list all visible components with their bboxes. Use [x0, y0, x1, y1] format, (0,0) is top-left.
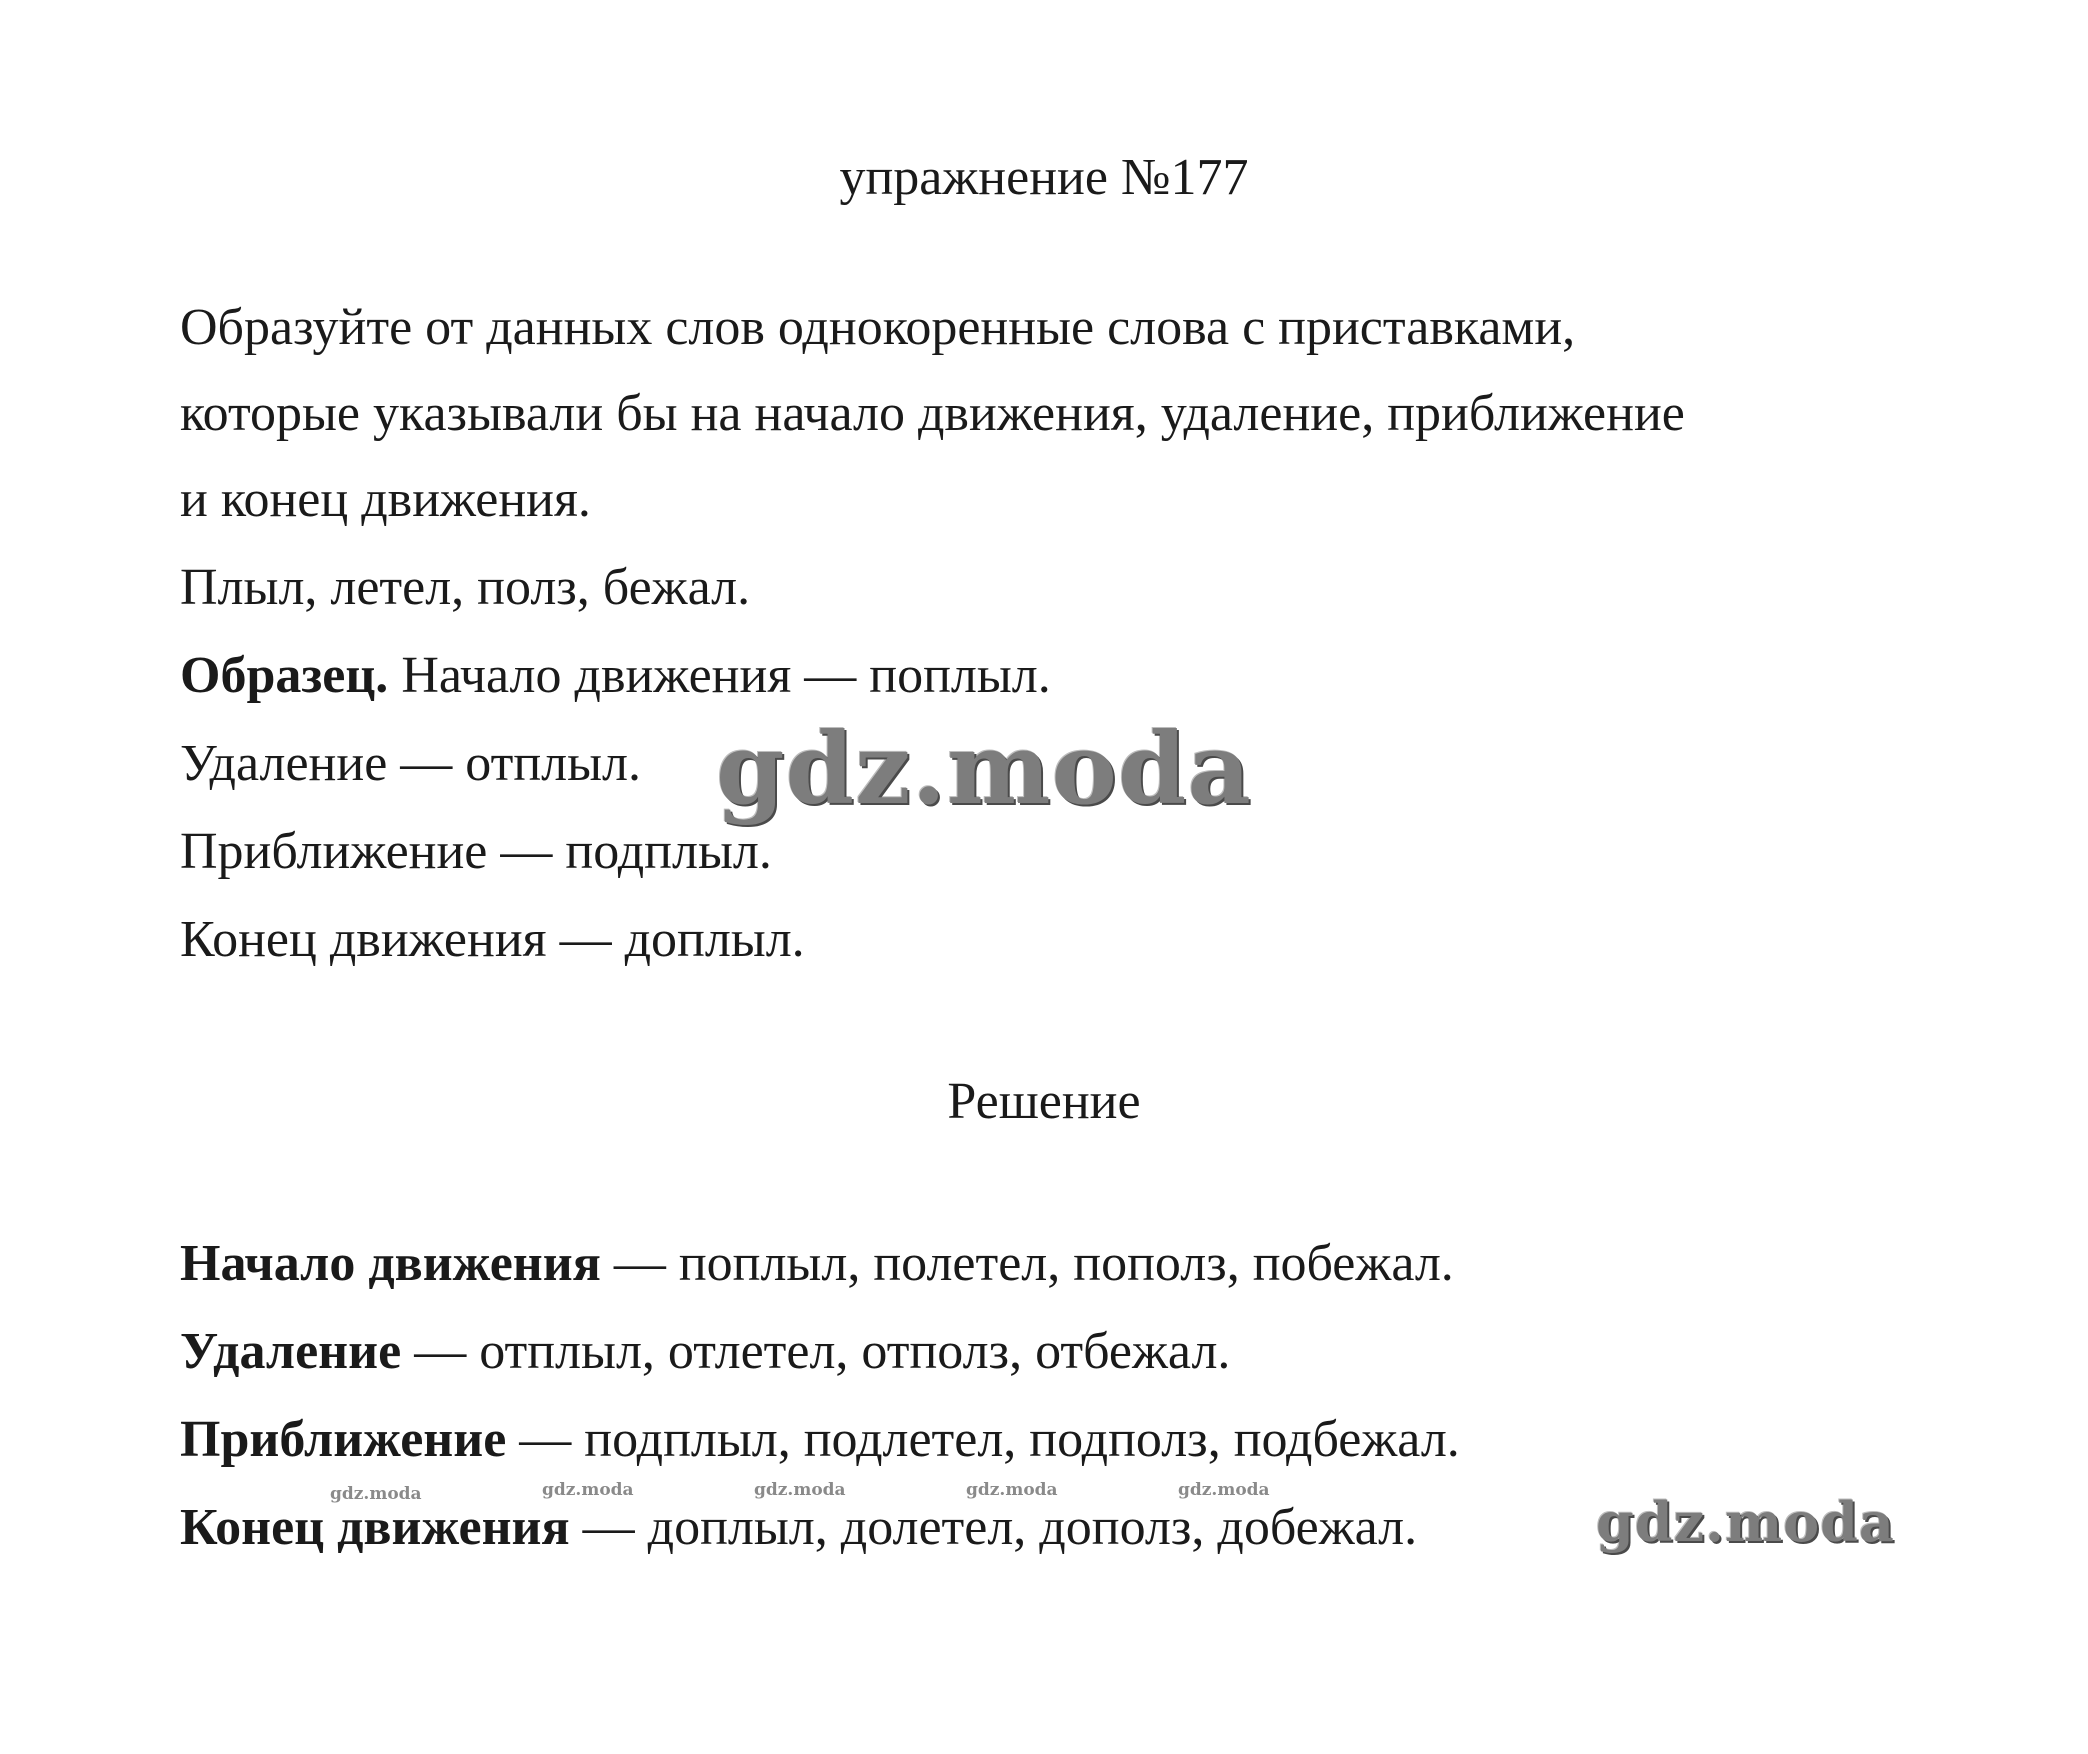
example-line-1: Удаление — отплыл.: [180, 735, 641, 792]
solution-row-1: [180, 1234, 1454, 1294]
watermark-small: gdz.moda: [754, 1480, 846, 1500]
task-words: Плыл, летел, полз, бежал.: [180, 559, 751, 616]
task-line-1: Образуйте от данных слов однокоренные слова с приставками,: [180, 299, 1576, 356]
solution-term: Приближение: [180, 1411, 507, 1468]
watermark-small: gdz.moda: [542, 1480, 634, 1500]
solution-text: — доплыл, долетел, дополз, добежал.: [569, 1499, 1418, 1556]
watermark-logo: gdz.moda: [1596, 1490, 1895, 1554]
task-line-2: которые указывали бы на начало движения, удаление, приближение: [180, 385, 1685, 442]
solution-heading: Решение: [947, 1073, 1141, 1130]
solution-row-3: [180, 1410, 1460, 1470]
watermark-small: gdz.moda: [330, 1484, 422, 1504]
solution-text: — поплыл, полетел, пополз, побежал.: [600, 1235, 1454, 1292]
solution-row-2: [180, 1322, 1230, 1382]
solution-term: Конец движения: [180, 1499, 570, 1556]
watermark-small: gdz.moda: [966, 1480, 1058, 1500]
sample-label: Образец.: [180, 647, 389, 704]
watermark-logo: gdz.moda: [716, 712, 1252, 827]
task-line-3: и конец движения.: [180, 471, 591, 528]
watermark-small: gdz.moda: [1178, 1480, 1270, 1500]
sample-line: [180, 646, 1051, 706]
solution-text: — отплыл, отлетел, отполз, отбежал.: [401, 1323, 1231, 1380]
example-line-2: Приближение — подплыл.: [180, 823, 772, 880]
solution-row-4: [180, 1498, 1417, 1558]
exercise-title: упражнение №177: [839, 149, 1249, 206]
solution-term: Удаление: [180, 1323, 402, 1380]
solution-term: Начало движения: [180, 1235, 601, 1292]
example-line-3: Конец движения — доплыл.: [180, 911, 805, 968]
sample-text: Начало движения — поплыл.: [388, 647, 1051, 704]
solution-text: — подплыл, подлетел, подполз, подбежал.: [506, 1411, 1460, 1468]
